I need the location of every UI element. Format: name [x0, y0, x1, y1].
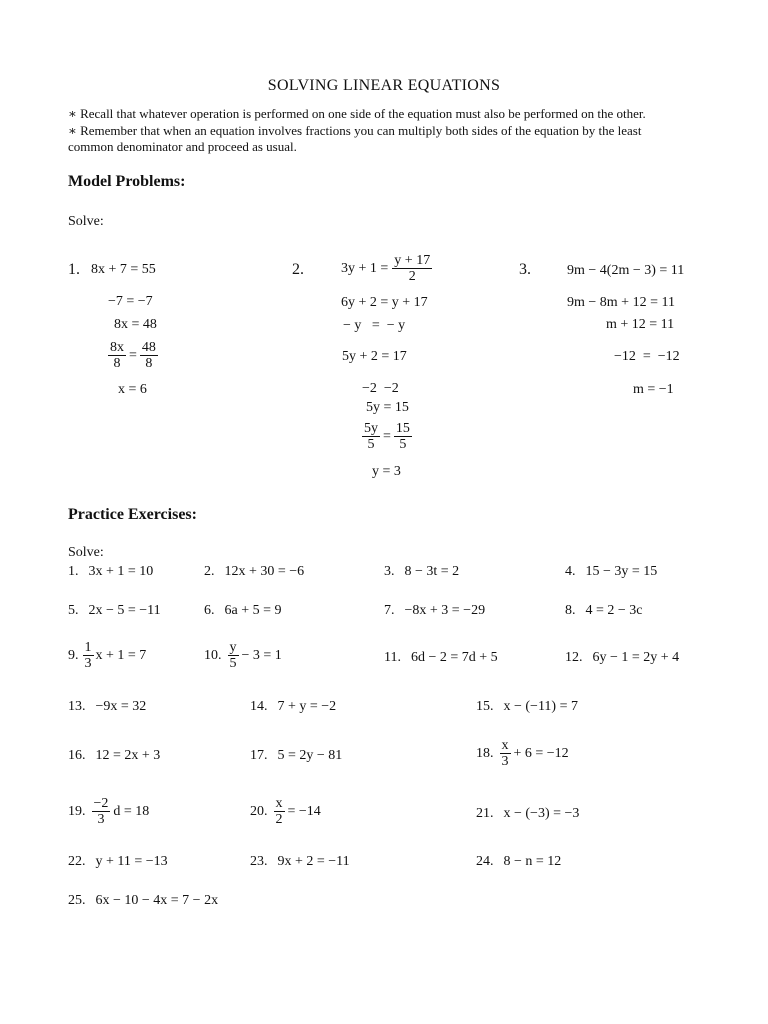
model-1-answer: x = 6 [118, 382, 147, 397]
model-2-step-5: 5y = 15 [366, 400, 409, 415]
exercise-8: 8. 4 = 2 − 3c [565, 603, 643, 618]
exercise-3: 3. 8 − 3t = 2 [384, 564, 460, 579]
exercise-23: 23. 9x + 2 = −11 [250, 854, 350, 869]
model-1-step-3: $\frac{8x}{8}$ = $\frac{48}{8}$ [110, 340, 156, 371]
model-2-step-3: 5y + 2 = 17 [342, 349, 407, 364]
note-recall: ∗ Recall that whatever operation is performed on one side of the equation must also be performed on the other. [68, 106, 646, 121]
model-solve-label: Solve: [68, 214, 104, 229]
exercise-9: 9. $\frac{1}{3}$ x + 1 = 7 [68, 640, 147, 671]
model-3-answer: m = −1 [633, 382, 674, 397]
fraction: $\frac{x}{2}$ [275, 796, 283, 827]
page-title: SOLVING LINEAR EQUATIONS [267, 77, 501, 94]
model-1-equation: 8x + 7 = 55 [91, 262, 156, 277]
model-2-number: 2. [292, 261, 304, 278]
exercise-4: 4. 15 − 3y = 15 [565, 564, 658, 579]
exercise-10: 10. $\frac{y}{5}$ − 3 = 1 [204, 640, 282, 671]
exercise-19: 19. $\frac{-2}{3}$ d = 18 [68, 796, 150, 827]
exercise-25: 25. 6x − 10 − 4x = 7 − 2x [68, 893, 219, 908]
model-3-step-3: −12 = −12 [614, 349, 680, 364]
exercise-11: 11. 6d − 2 = 7d + 5 [384, 650, 498, 665]
exercise-16: 16. 12 = 2x + 3 [68, 748, 161, 763]
practice-solve-label: Solve: [68, 545, 104, 560]
exercise-14: 14. 7 + y = −2 [250, 699, 337, 714]
exercise-24: 24. 8 − n = 12 [476, 854, 562, 869]
exercise-1: 1. 3x + 1 = 10 [68, 564, 154, 579]
model-2-answer: y = 3 [372, 464, 401, 479]
fraction: $\frac{1}{3}$ [84, 640, 92, 671]
model-2-equation: 3y + 1 = $\frac{y + 17}{2}$ [341, 253, 431, 284]
exercise-13: 13. −9x = 32 [68, 699, 147, 714]
note-remember-cont: common denominator and proceed as usual. [68, 139, 297, 154]
model-problems-heading: Model Problems: [68, 173, 186, 190]
model-3-number: 3. [519, 261, 531, 278]
exercise-5: 5. 2x − 5 = −11 [68, 603, 161, 618]
exercise-20: 20. $\frac{x}{2}$ = −14 [250, 796, 321, 827]
fraction: $\frac{-2}{3}$ [93, 796, 109, 827]
exercise-21: 21. x − (−3) = −3 [476, 806, 580, 821]
exercise-2: 2. 12x + 30 = −6 [204, 564, 305, 579]
fraction: $\frac{48}{8}$ [141, 340, 156, 371]
fraction: $\frac{x}{3}$ [501, 738, 509, 769]
fraction: $\frac{8x}{8}$ [110, 340, 124, 371]
model-2-step-4: −2 −2 [362, 381, 399, 396]
exercise-22: 22. y + 11 = −13 [68, 854, 168, 869]
fraction: $\frac{15}{5}$ [395, 421, 410, 452]
exercise-7: 7. −8x + 3 = −29 [384, 603, 486, 618]
practice-exercises-heading: Practice Exercises: [68, 506, 197, 523]
model-3-equation: 9m − 4(2m − 3) = 11 [567, 263, 685, 278]
exercise-15: 15. x − (−11) = 7 [476, 699, 578, 714]
model-3-step-2: m + 12 = 11 [606, 317, 675, 332]
fraction: $\frac{y}{5}$ [229, 640, 237, 671]
fraction: $\frac{5y}{5}$ [364, 421, 378, 452]
note-remember: ∗ Remember that when an equation involves fractions you can multiply both sides of the equation by the least [68, 123, 642, 138]
model-3-step-1: 9m − 8m + 12 = 11 [567, 295, 675, 310]
exercise-12: 12. 6y − 1 = 2y + 4 [565, 650, 680, 665]
model-1-number: 1. [68, 261, 80, 278]
model-2-step-1: 6y + 2 = y + 17 [341, 295, 428, 310]
exercise-6: 6. 6a + 5 = 9 [204, 603, 282, 618]
exercise-17: 17. 5 = 2y − 81 [250, 748, 343, 763]
model-1-step-2: 8x = 48 [114, 317, 157, 332]
fraction: $\frac{y + 17}{2}$ [394, 253, 431, 284]
model-1-step-1: −7 = −7 [108, 294, 153, 309]
exercise-18: 18. $\frac{x}{3}$ + 6 = −12 [476, 738, 569, 769]
model-2-step-6: $\frac{5y}{5}$ = $\frac{15}{5}$ [364, 421, 410, 452]
model-2-step-2: − y = − y [343, 318, 406, 333]
